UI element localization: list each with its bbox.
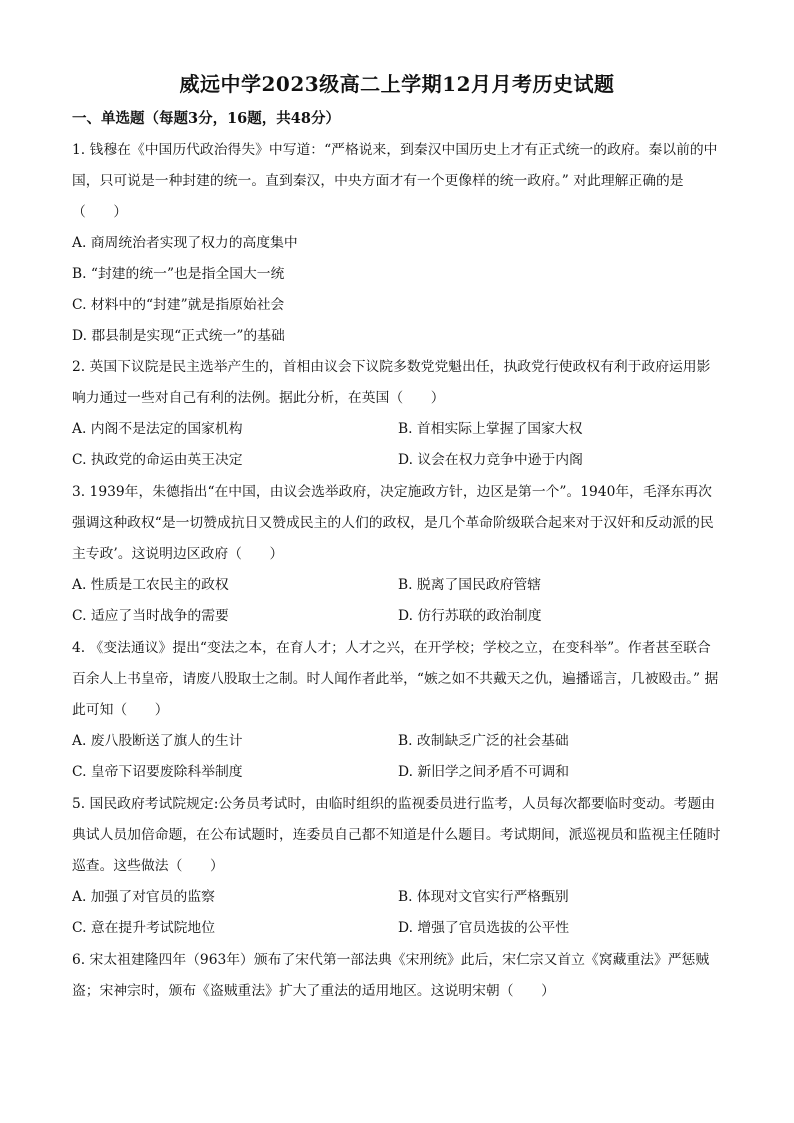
option-d: D. 新旧学之间矛盾不可调和 (398, 764, 570, 780)
option-c: C. 执政党的命运由英王决定 (72, 452, 243, 468)
option-a: A. 加强了对官员的监察 (72, 889, 215, 905)
question-stem: 3. 1939年，朱德指出“在中国，由议会选举政府，决定施政方针，边区是第一个”。1940年，毛泽东再次强调这种政权“是一切赞成抗日又赞成民主的人们的政权，是几个革命阶级联合起来对于汉奸和反动派的民主专政’。这说明边区政府（ ） (72, 484, 714, 562)
question-stem: 6. 宋太祖建隆四年（963年）颁布了宋代第一部法典《宋刑统》此后，宋仁宗又首立《窝藏重法》严惩贼盗；宋神宗时，颁布《盗贼重法》扩大了重法的适用地区。这说明宋朝（ ） (72, 952, 710, 999)
option-b: B. 首相实际上掌握了国家大权 (398, 421, 583, 437)
option-c: C. 适应了当时战争的需要 (72, 608, 229, 624)
option-b: B. “封建的统一”也是指全国大一统 (72, 266, 285, 282)
question-stem: 2. 英国下议院是民主选举产生的，首相由议会下议院多数党党魁出任，执政党行使政权有利于政府运用影响力通过一些对自己有利的法例。据此分析，在英国（ ） (72, 359, 711, 406)
question-1 (72, 135, 724, 352)
option-c: C. 皇帝下诏要废除科举制度 (72, 764, 243, 780)
section-heading: 一、单选题（每题3分，16题，共48分） (72, 110, 340, 127)
option-b: B. 改制缺乏广泛的社会基础 (398, 733, 569, 749)
question-stem: 4. 《变法通议》提出“变法之本，在育人才；人才之兴，在开学校；学校之立，在变科举”。作者甚至联合百余人上书皇帝，请废八股取士之制。时人闻作者此举，“嫉之如不共戴天之仇，遍播谣言，几被殴击。” 据此可知（ ） (72, 640, 719, 718)
question-3 (72, 477, 724, 632)
exam-title: 威远中学2023级高二上学期12月月考历史试题 (179, 72, 615, 96)
question-2 (72, 352, 724, 476)
option-d: D. 郡县制是实现“正式统一”的基础 (72, 328, 285, 344)
option-a: A. 内阁不是法定的国家机构 (72, 421, 243, 437)
option-a: A. 废八股断送了旗人的生计 (72, 733, 243, 749)
question-6 (72, 945, 724, 1007)
question-stem: 5. 国民政府考试院规定:公务员考试时，由临时组织的监视委员进行监考，人员每次都要临时变动。考题由典试人员加倍命题，在公布试题时，连委员自己都不知道是什么题目。考试期间，派巡视员和监视主任随时巡查。这些做法（ ） (72, 796, 721, 874)
option-b: B. 脱离了国民政府管辖 (398, 577, 542, 593)
question-5 (72, 789, 724, 944)
option-c: C. 意在提升考试院地位 (72, 920, 216, 936)
option-d: D. 增强了官员选拔的公平性 (398, 920, 570, 936)
option-c: C. 材料中的“封建”就是指原始社会 (72, 297, 285, 313)
question-stem: 1. 钱穆在《中国历代政治得失》中写道：“严格说来，到秦汉中国历史上才有正式统一的政府。秦以前的中国，只可说是一种封建的统一。直到秦汉，中央方面才有一个更像样的统一政府。” 对此理解正确的是（ ） (72, 142, 718, 220)
option-b: B. 体现对文官实行严格甄别 (398, 889, 569, 905)
option-a: A. 性质是工农民主的政权 (72, 577, 229, 593)
question-4 (72, 633, 724, 788)
option-d: D. 议会在权力竞争中逊于内阁 (398, 452, 583, 468)
option-d: D. 仿行苏联的政治制度 (398, 608, 542, 624)
option-a: A. 商周统治者实现了权力的高度集中 (72, 235, 298, 251)
